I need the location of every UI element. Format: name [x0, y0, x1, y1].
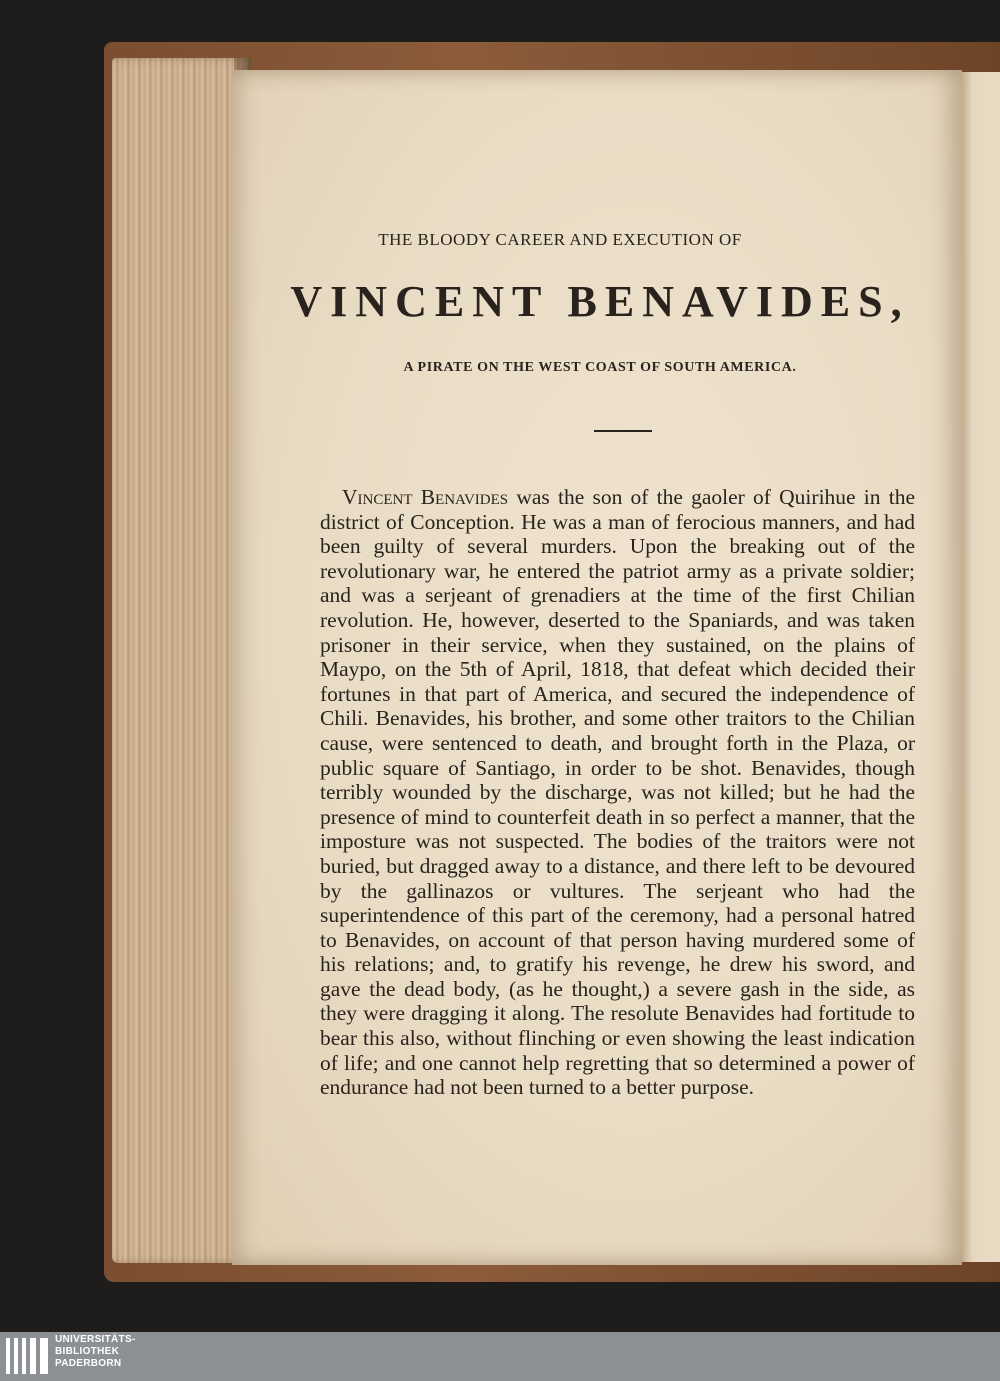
library-logo-icon [6, 1338, 50, 1374]
title-rule [594, 430, 652, 432]
heading-subtitle: A PIRATE ON THE WEST COAST OF SOUTH AMERICA. [403, 360, 797, 375]
library-name-line2: BIBLIOTHEK [55, 1346, 120, 1357]
heading-small: THE BLOODY CAREER AND EXECUTION OF [378, 230, 742, 249]
body-paragraph [320, 485, 915, 1100]
library-name-line1: UNIVERSITÄTS- [55, 1334, 136, 1345]
heading-title: VINCENT BENAVIDES, [290, 277, 910, 326]
body-lead: Vincent Benavides [342, 485, 509, 509]
library-name [55, 1334, 136, 1370]
facing-page-edge [958, 72, 1000, 1262]
library-name-line3: PADERBORN [55, 1358, 122, 1369]
body-text: was the son of the gaoler of Quirihue in the district of Conception. He was a man of ferocious manners, and had been guilty of several murders. Upon the breaking out of the revolutionary war, he entered the patriot army as a private soldier; and was a serjeant of grenadiers at the time of the first Chilian revolution. He, however, deserted to the Spaniards, and was taken prisoner in their service, when they sustained, on the plains of Maypo, on the 5th of April, 1818, that defeat which decided their fortunes in that part of America, and secured the independence of Chili. Benavides, his brother, and some other traitors to the Chilian cause, were sentenced to death, and brought forth in the Plaza, or public square of Santiago, in order to be shot. Benavides, though terribly wounded by the discharge, was not killed; but he had the presence of mind to counterfeit death in so perfect a manner, that the imposture was not suspected. The bodies of the traitors were not buried, but dragged away to a distance, and there left to be devoured by the gallinazos or vultures. The serjeant who had the superintendence of this part of the ceremony, had a personal hatred to Benavides, on account of that person having murdered some of his relations; and, to gratify his revenge, he drew his sword, and gave the dead body, (as he thought,) a severe gash in the side, as they were dragging it along. The resolute Benavides had fortitude to bear this also, without flinching or even showing the least indication of life; and one cannot help regretting that so determined a power of endurance had not been turned to a better purpose. [320, 485, 915, 1100]
library-footer [0, 1332, 1000, 1381]
